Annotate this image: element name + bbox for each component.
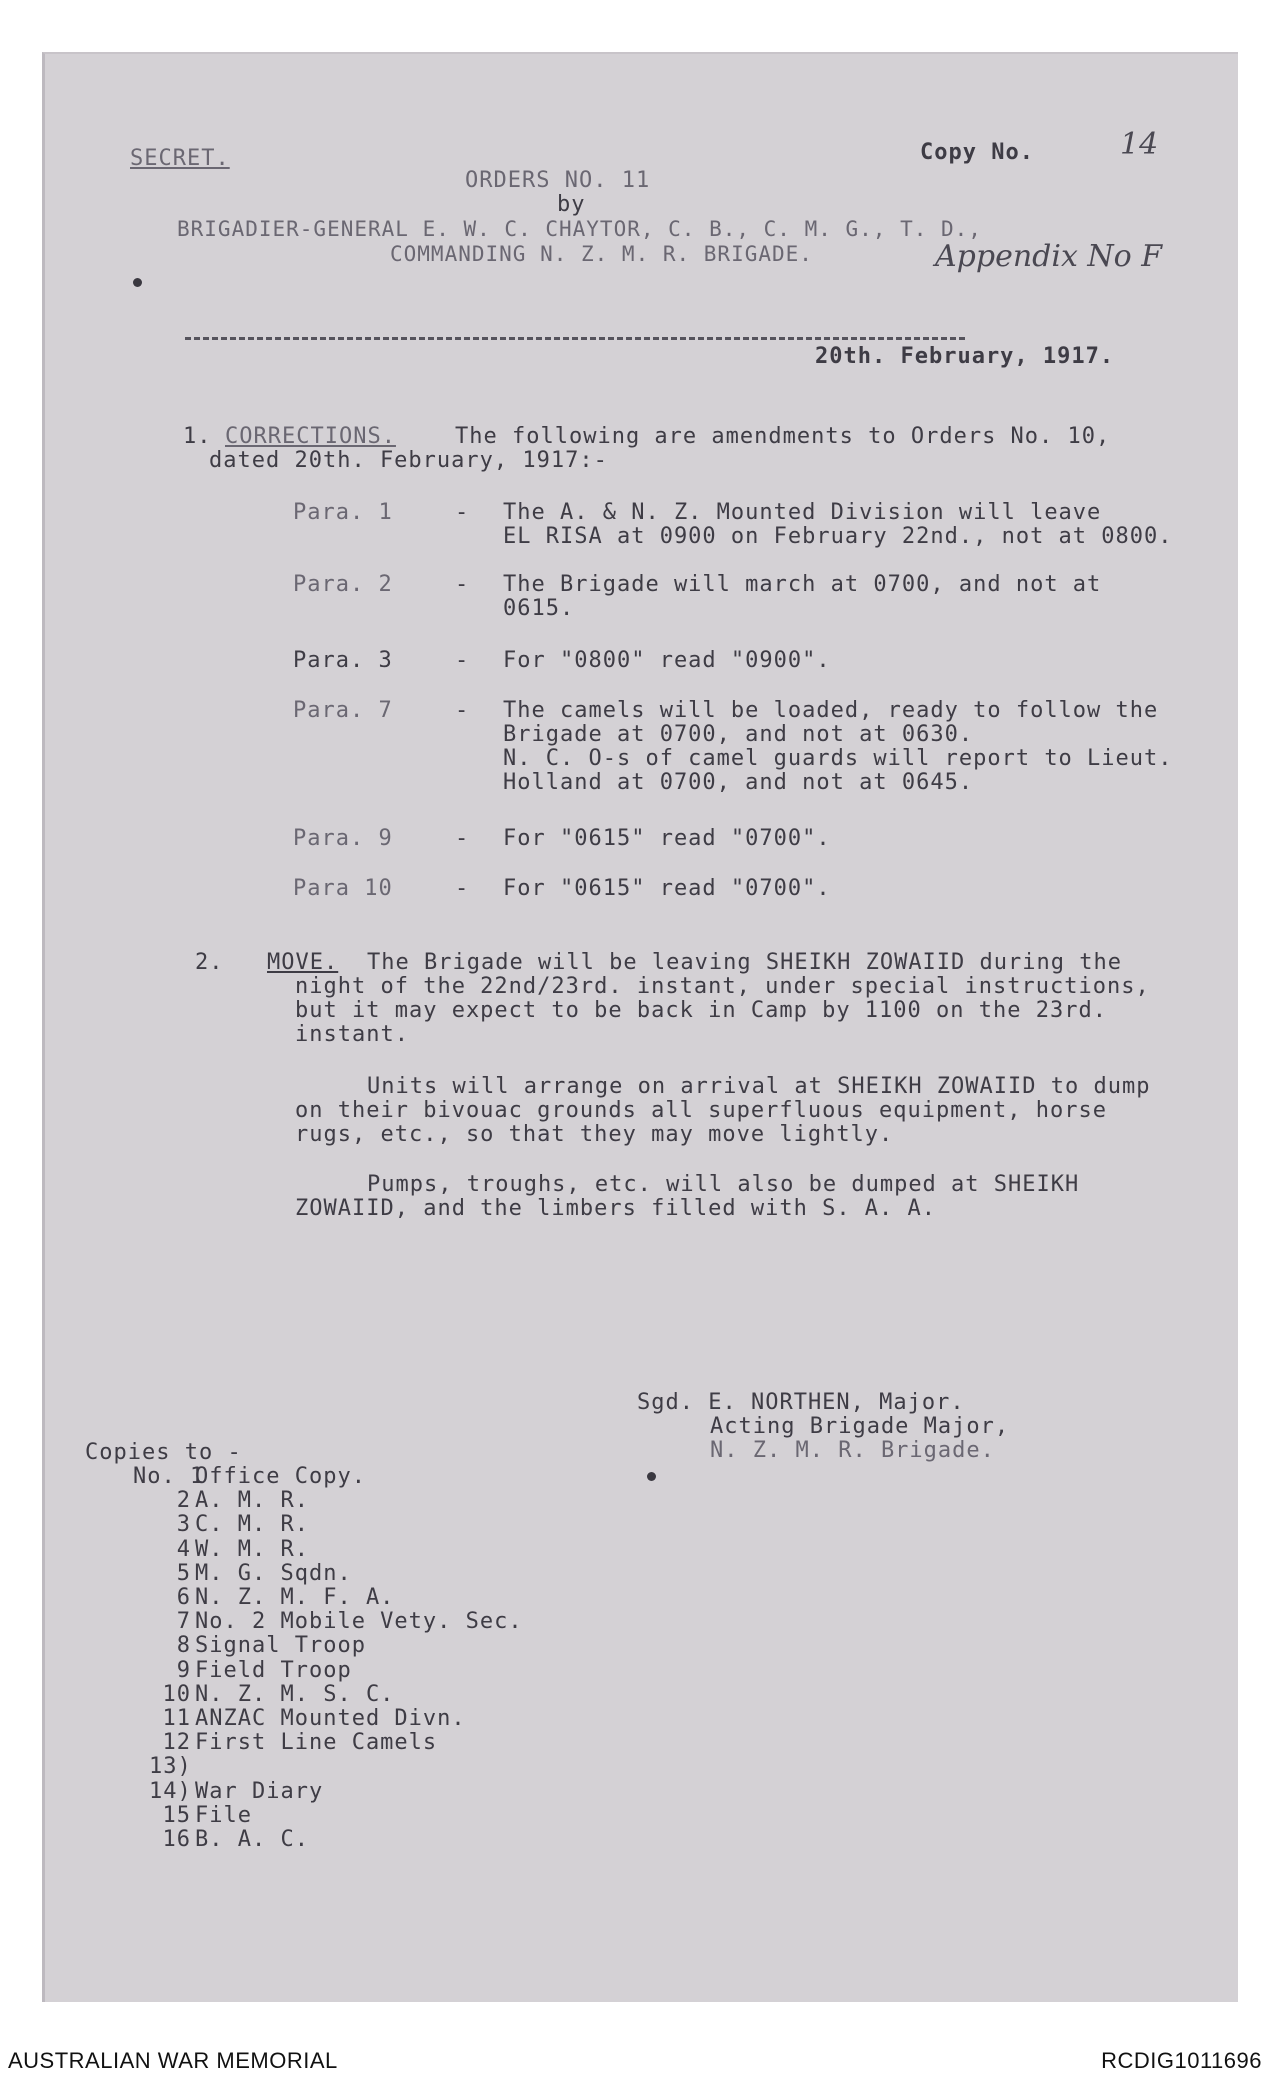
section2-text: The Brigade will be leaving SHEIKH ZOWAIID during the	[367, 950, 1122, 975]
copy-recipient: Office Copy.	[195, 1464, 366, 1489]
section2-text: instant.	[295, 1022, 409, 1047]
para-label: Para. 2	[293, 572, 393, 597]
para-text: For "0800" read "0900".	[503, 648, 831, 673]
copy-number: 12	[162, 1730, 191, 1755]
archive-label: AUSTRALIAN WAR MEMORIAL	[8, 2048, 338, 2073]
para-dash: -	[455, 572, 470, 597]
copy-number: 3	[176, 1512, 191, 1537]
copy-recipient: Field Troop	[195, 1658, 352, 1683]
issuer-line: BRIGADIER-GENERAL E. W. C. CHAYTOR, C. B., C. M. G., T. D.,	[177, 217, 982, 241]
punch-dot	[133, 278, 142, 287]
para-text: EL RISA at 0900 on February 22nd., not at 0800.	[503, 524, 1173, 549]
copy-recipient: N. Z. M. F. A.	[195, 1585, 395, 1610]
copy-number: 11	[162, 1706, 191, 1731]
copy-recipient: N. Z. M. S. C.	[195, 1682, 395, 1707]
section2-text: on their bivouac grounds all superfluous equipment, horse	[295, 1098, 1107, 1123]
copy-number: 10	[162, 1682, 191, 1707]
section2-text: Units will arrange on arrival at SHEIKH ZOWAIID to dump	[367, 1074, 1151, 1099]
para-text: 0615.	[503, 596, 575, 621]
copy-recipient: No. 2 Mobile Vety. Sec.	[195, 1609, 523, 1634]
para-label: Para 10	[293, 876, 393, 901]
copy-recipient: W. M. R.	[195, 1537, 309, 1562]
document-page	[42, 52, 1238, 2002]
copy-recipient: First Line Camels	[195, 1730, 438, 1755]
para-text: For "0615" read "0700".	[503, 876, 831, 901]
para-text: Holland at 0700, and not at 0645.	[503, 770, 974, 795]
copy-no-label: Copy No.	[920, 140, 1034, 165]
copies-heading: Copies to -	[85, 1440, 242, 1465]
para-label: Para. 3	[293, 648, 393, 673]
para-text: Brigade at 0700, and not at 0630.	[503, 722, 974, 747]
para-label: Para. 7	[293, 698, 393, 723]
copy-recipient: Signal Troop	[195, 1633, 366, 1658]
section2-heading: MOVE.	[267, 950, 339, 975]
copy-recipient: War Diary	[195, 1779, 324, 1804]
archive-id: RCDIG1011696	[1101, 2048, 1262, 2073]
copy-recipient: M. G. Sqdn.	[195, 1561, 352, 1586]
copy-number: 7	[176, 1609, 191, 1634]
para-dash: -	[455, 648, 470, 673]
para-label: Para. 9	[293, 826, 393, 851]
copy-number: 14)	[149, 1779, 192, 1804]
copy-recipient: A. M. R.	[195, 1488, 309, 1513]
section1-intro: The following are amendments to Orders No. 10,	[455, 424, 1111, 449]
signature-line: Acting Brigade Major,	[710, 1414, 1010, 1439]
section2-text: rugs, etc., so that they may move lightly.	[295, 1122, 894, 1147]
punch-dot	[647, 1472, 656, 1481]
copy-number: No. 1	[133, 1464, 205, 1489]
header-rule	[185, 337, 965, 340]
section2-text: ZOWAIID, and the limbers filled with S. A. A.	[295, 1196, 937, 1221]
para-dash: -	[455, 698, 470, 723]
order-date: 20th. February, 1917.	[815, 344, 1115, 369]
copy-recipient: File	[195, 1803, 252, 1828]
para-dash: -	[455, 876, 470, 901]
section2-text: but it may expect to be back in Camp by 1100 on the 23rd.	[295, 998, 1107, 1023]
command-line: COMMANDING N. Z. M. R. BRIGADE.	[390, 242, 813, 266]
signature-line: Sgd. E. NORTHEN, Major.	[637, 1390, 965, 1415]
copy-number: 2	[176, 1488, 191, 1513]
appendix-note: Appendix No F	[935, 239, 1163, 274]
copy-recipient: ANZAC Mounted Divn.	[195, 1706, 466, 1731]
copy-no-value: 14	[1120, 127, 1159, 162]
para-text: The Brigade will march at 0700, and not at	[503, 572, 1102, 597]
para-dash: -	[455, 500, 470, 525]
signature-line: N. Z. M. R. Brigade.	[710, 1438, 995, 1463]
section2-number: 2.	[195, 950, 224, 975]
section1-number: 1.	[183, 424, 212, 449]
section1-heading: CORRECTIONS.	[225, 424, 396, 449]
copy-number: 9	[176, 1658, 191, 1683]
para-dash: -	[455, 826, 470, 851]
para-text: N. C. O-s of camel guards will report to Lieut.	[503, 746, 1173, 771]
copy-number: 4	[176, 1537, 191, 1562]
para-text: For "0615" read "0700".	[503, 826, 831, 851]
para-label: Para. 1	[293, 500, 393, 525]
copy-number: 16	[162, 1827, 191, 1852]
para-text: The A. & N. Z. Mounted Division will leave	[503, 500, 1102, 525]
section2-text: night of the 22nd/23rd. instant, under special instructions,	[295, 974, 1150, 999]
copy-recipient: B. A. C.	[195, 1827, 309, 1852]
secret-marking: SECRET.	[130, 146, 230, 171]
copy-recipient: C. M. R.	[195, 1512, 309, 1537]
orders-title: ORDERS NO. 11	[465, 168, 651, 193]
copy-number: 8	[176, 1633, 191, 1658]
orders-by: by	[557, 192, 586, 217]
section2-text: Pumps, troughs, etc. will also be dumped at SHEIKH	[367, 1172, 1080, 1197]
section1-intro: dated 20th. February, 1917:-	[209, 448, 608, 473]
copy-number: 5	[176, 1561, 191, 1586]
copy-number: 6	[176, 1585, 191, 1610]
copy-number: 15	[162, 1803, 191, 1828]
para-text: The camels will be loaded, ready to follow the	[503, 698, 1159, 723]
copy-number: 13)	[149, 1754, 192, 1779]
